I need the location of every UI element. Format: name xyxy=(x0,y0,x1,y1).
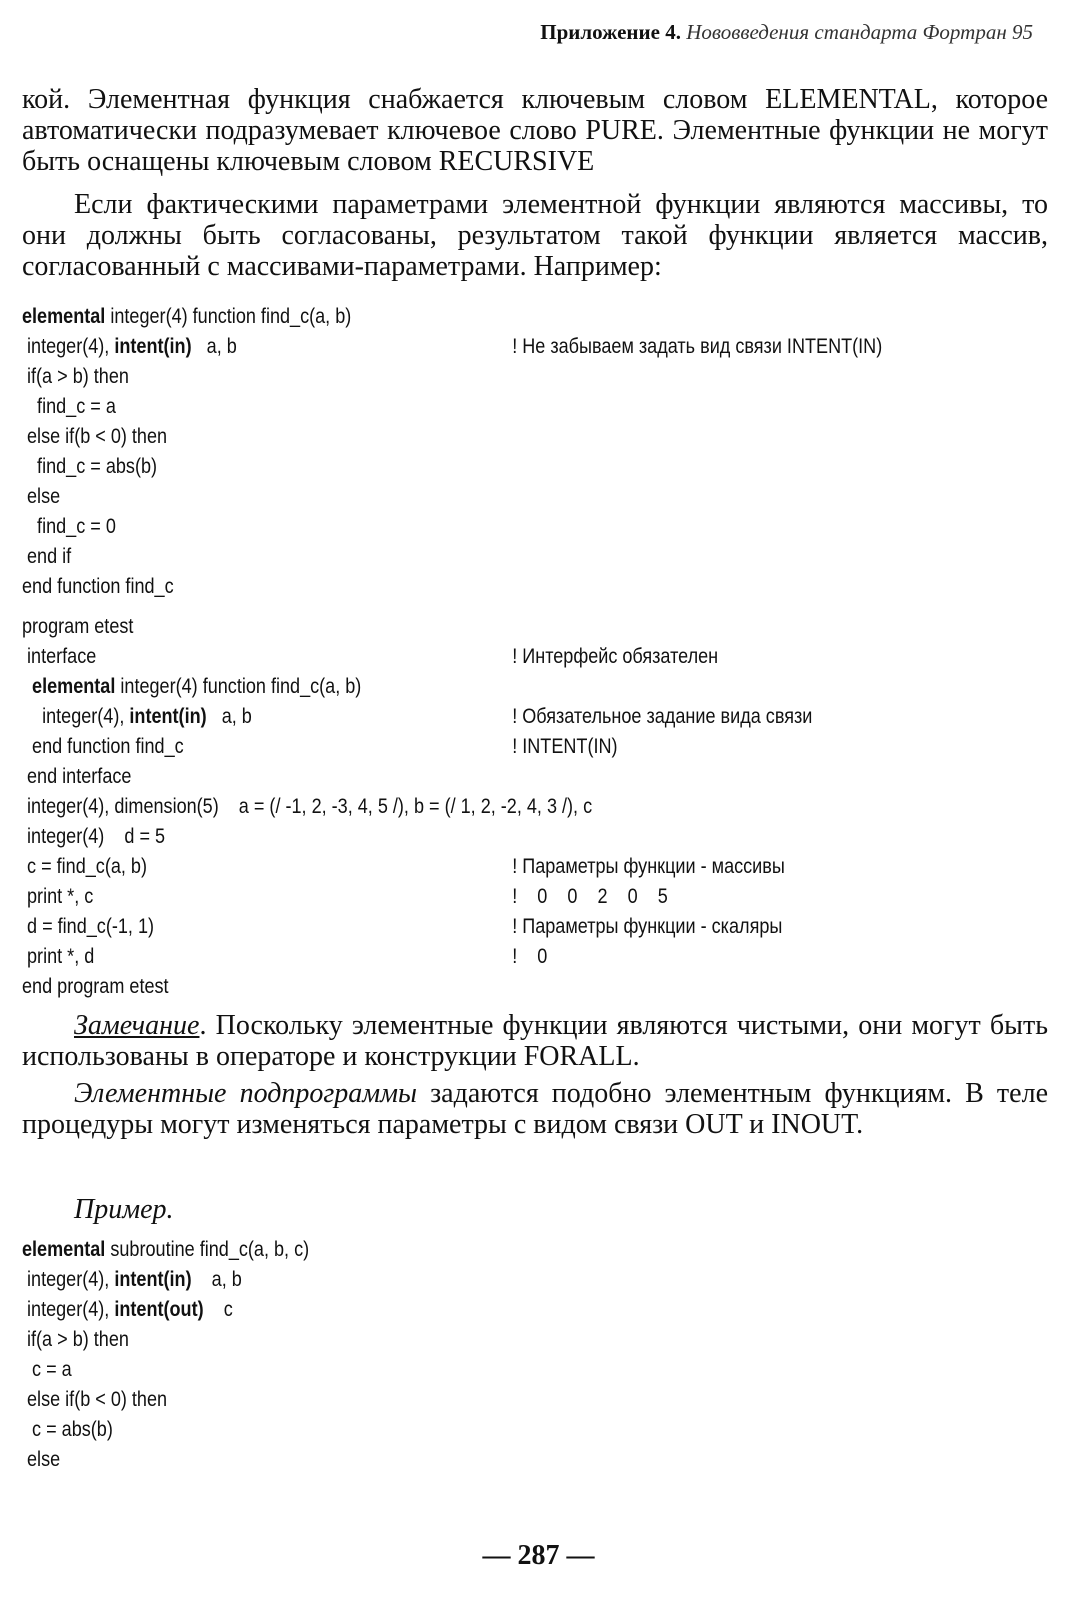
example-label: Пример. xyxy=(74,1194,174,1225)
subroutines-paragraph xyxy=(22,1078,1048,1140)
code-line: find_c = a xyxy=(22,395,116,418)
code-comment: ! Параметры функции - скаляры xyxy=(512,915,783,938)
code-comment: ! Обязательное задание вида связи xyxy=(512,705,813,728)
code-block-program xyxy=(22,612,908,1002)
header-title: Нововведения стандарта Фортран 95 xyxy=(686,20,1033,44)
paragraph-1: кой. Элементная функция снабжается ключевым словом ELEMENTAL, которое автоматически подразумевает ключевое слово PURE. Элементные функции не могут быть оснащены ключевым словом RECURSIVE xyxy=(22,84,1048,177)
code-comment: ! INTENT(IN) xyxy=(512,735,618,758)
code-line: else if(b < 0) then xyxy=(22,1388,168,1411)
code-line: elemental integer(4) function find_c(a, b) xyxy=(32,675,362,698)
page-number: — 287 — xyxy=(482,1540,595,1571)
subroutines-text: задаются подобно элементным функциям. В теле процедуры могут изменяться параметры с видом связи OUT и INOUT. xyxy=(22,1078,1049,1140)
code-line: c = abs(b) xyxy=(22,1418,113,1441)
code-line: end interface xyxy=(22,765,132,788)
code-line: elemental integer(4) function find_c(a, b) xyxy=(22,305,352,328)
code-line: if(a > b) then xyxy=(22,1328,129,1351)
code-line: end program etest xyxy=(22,975,169,998)
remark-label: Замечание xyxy=(74,1010,200,1041)
code-comment: ! 0 0 2 0 5 xyxy=(512,885,668,908)
code-comment: ! Интерфейс обязателен xyxy=(512,645,719,668)
code-line: end function find_c xyxy=(22,575,174,598)
code-line: d = find_c(-1, 1) ! Параметры функции - скаляры xyxy=(22,912,908,942)
code-line: end function find_c ! INTENT(IN) xyxy=(22,732,908,762)
code-line: integer(4), intent(in) a, b ! Обязательное задание вида связи xyxy=(22,702,908,732)
code-line: interface ! Интерфейс обязателен xyxy=(22,642,908,672)
subroutines-term: Элементные подпрограммы xyxy=(74,1078,417,1109)
code-comment: ! 0 xyxy=(512,945,548,968)
code-block-subroutine xyxy=(22,1235,908,1475)
code-block-function xyxy=(22,302,908,602)
code-line: integer(4), dimension(5) a = (/ -1, 2, -3, 4, 5 /), b = (/ 1, 2, -2, 4, 3 /), c xyxy=(22,795,593,818)
code-line: integer(4) d = 5 xyxy=(22,825,166,848)
code-line: if(a > b) then xyxy=(22,365,129,388)
code-line: print *, d ! 0 xyxy=(22,942,908,972)
remark-text: . Поскольку элементные функции являются чистыми, они могут быть использованы в операторе и конструкции FORALL. xyxy=(22,1010,1048,1072)
code-line: else xyxy=(22,1448,61,1471)
code-line: elemental subroutine find_c(a, b, c) xyxy=(22,1238,310,1261)
code-comment: ! Не забываем задать вид связи INTENT(IN) xyxy=(512,335,883,358)
code-line: c = a xyxy=(22,1358,72,1381)
code-line: integer(4), intent(out) c xyxy=(22,1298,233,1321)
code-line: print *, c ! 0 0 2 0 5 xyxy=(22,882,908,912)
code-line: else xyxy=(22,485,61,508)
code-line: find_c = abs(b) xyxy=(22,455,158,478)
code-line: else if(b < 0) then xyxy=(22,425,168,448)
header-label: Приложение 4. xyxy=(540,20,681,44)
running-header xyxy=(540,20,1033,45)
code-line: integer(4), intent(in) a, b ! Не забываем задать вид связи INTENT(IN) xyxy=(22,332,908,362)
code-line: integer(4), intent(in) a, b xyxy=(22,1268,242,1291)
code-line: end if xyxy=(22,545,72,568)
code-line: program etest xyxy=(22,615,134,638)
code-line: find_c = 0 xyxy=(22,515,116,538)
paragraph-2: Если фактическими параметрами элементной функции являются массивы, то они должны быть согласованы, результатом такой функции является массив, согласованный с массивами-параметрами. Например: xyxy=(22,189,1048,282)
remark-paragraph xyxy=(22,1010,1048,1072)
code-comment: ! Параметры функции - массивы xyxy=(512,855,785,878)
code-line: c = find_c(a, b) ! Параметры функции - массивы xyxy=(22,852,908,882)
